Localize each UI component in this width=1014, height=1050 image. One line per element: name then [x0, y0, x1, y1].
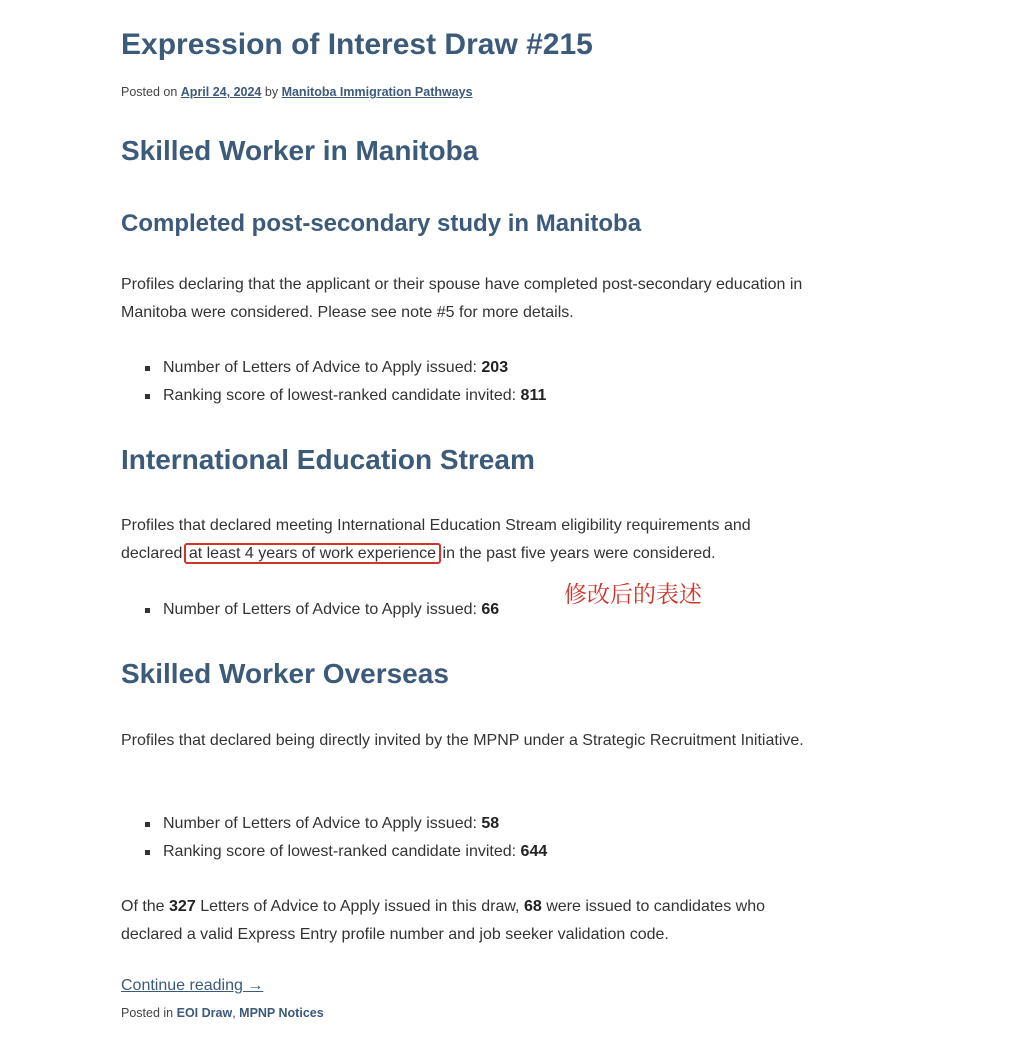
post-date-link[interactable]: April 24, 2024	[180, 85, 262, 99]
post-secondary-description: Profiles declaring that the applicant or their spouse have completed post-secondary education in Manitoba were considered. Please see note #5 for more details.	[121, 276, 803, 321]
summary-text: Letters of Advice to Apply issued in this draw,	[200, 898, 520, 915]
stat-value: 644	[520, 843, 548, 860]
page-title: Expression of Interest Draw #215	[121, 28, 593, 61]
post-footer-meta	[121, 1006, 324, 1020]
continue-reading	[121, 977, 263, 995]
summary-text: were issued to candidates who declared a valid Express Entry profile number and job seeker validation code.	[121, 898, 765, 943]
list-item	[163, 354, 546, 382]
category-link-eoi-draw[interactable]: EOI Draw	[176, 1006, 233, 1020]
stat-value: 203	[481, 359, 509, 376]
stat-value: 58	[481, 815, 500, 832]
post-secondary-stats-list	[121, 354, 546, 410]
author-link[interactable]: Manitoba Immigration Pathways	[281, 85, 473, 99]
international-education-description	[121, 512, 811, 568]
summary-express-entry-count: 68	[523, 898, 542, 915]
stat-value: 811	[520, 387, 547, 404]
category-separator: ,	[232, 1006, 236, 1020]
skilled-worker-overseas-stats-list	[121, 810, 547, 866]
stat-label: Number of Letters of Advice to Apply issued:	[163, 359, 477, 376]
draw-summary	[121, 893, 811, 949]
category-link-mpnp-notices[interactable]: MPNP Notices	[239, 1006, 324, 1020]
heading-international-education: International Education Stream	[121, 444, 535, 475]
stat-label: Number of Letters of Advice to Apply issued:	[163, 815, 477, 832]
international-education-stats-list	[121, 596, 499, 624]
stat-label: Ranking score of lowest-ranked candidate invited:	[163, 387, 517, 404]
skilled-worker-overseas-description: Profiles that declared being directly invited by the MPNP under a Strategic Recruitment Initiative.	[121, 732, 804, 749]
stat-value: 66	[481, 601, 500, 618]
summary-text: Of the	[121, 898, 165, 915]
stat-label: Ranking score of lowest-ranked candidate invited:	[163, 843, 517, 860]
list-item	[163, 596, 499, 624]
heading-skilled-worker-manitoba: Skilled Worker in Manitoba	[121, 135, 479, 166]
list-item	[163, 838, 547, 866]
heading-post-secondary-study: Completed post-secondary study in Manitoba	[121, 210, 642, 237]
annotation-note: 修改后的表述	[564, 582, 702, 608]
description-text: Profiles that declared meeting International Education Stream eligibility requirements and declared	[121, 517, 751, 562]
highlighted-phrase: at least 4 years of work experience	[184, 543, 441, 564]
stat-label: Number of Letters of Advice to Apply issued:	[163, 601, 477, 618]
posted-on-label: Posted on	[121, 85, 178, 99]
post-meta	[121, 85, 473, 99]
list-item	[163, 810, 547, 838]
summary-total: 327	[169, 898, 196, 915]
continue-reading-link[interactable]: Continue reading →	[121, 977, 264, 994]
description-text: in the past five years were considered.	[442, 545, 716, 562]
heading-skilled-worker-overseas: Skilled Worker Overseas	[121, 658, 449, 689]
by-label: by	[264, 85, 279, 99]
list-item	[163, 382, 546, 410]
posted-in-label: Posted in	[121, 1006, 174, 1020]
